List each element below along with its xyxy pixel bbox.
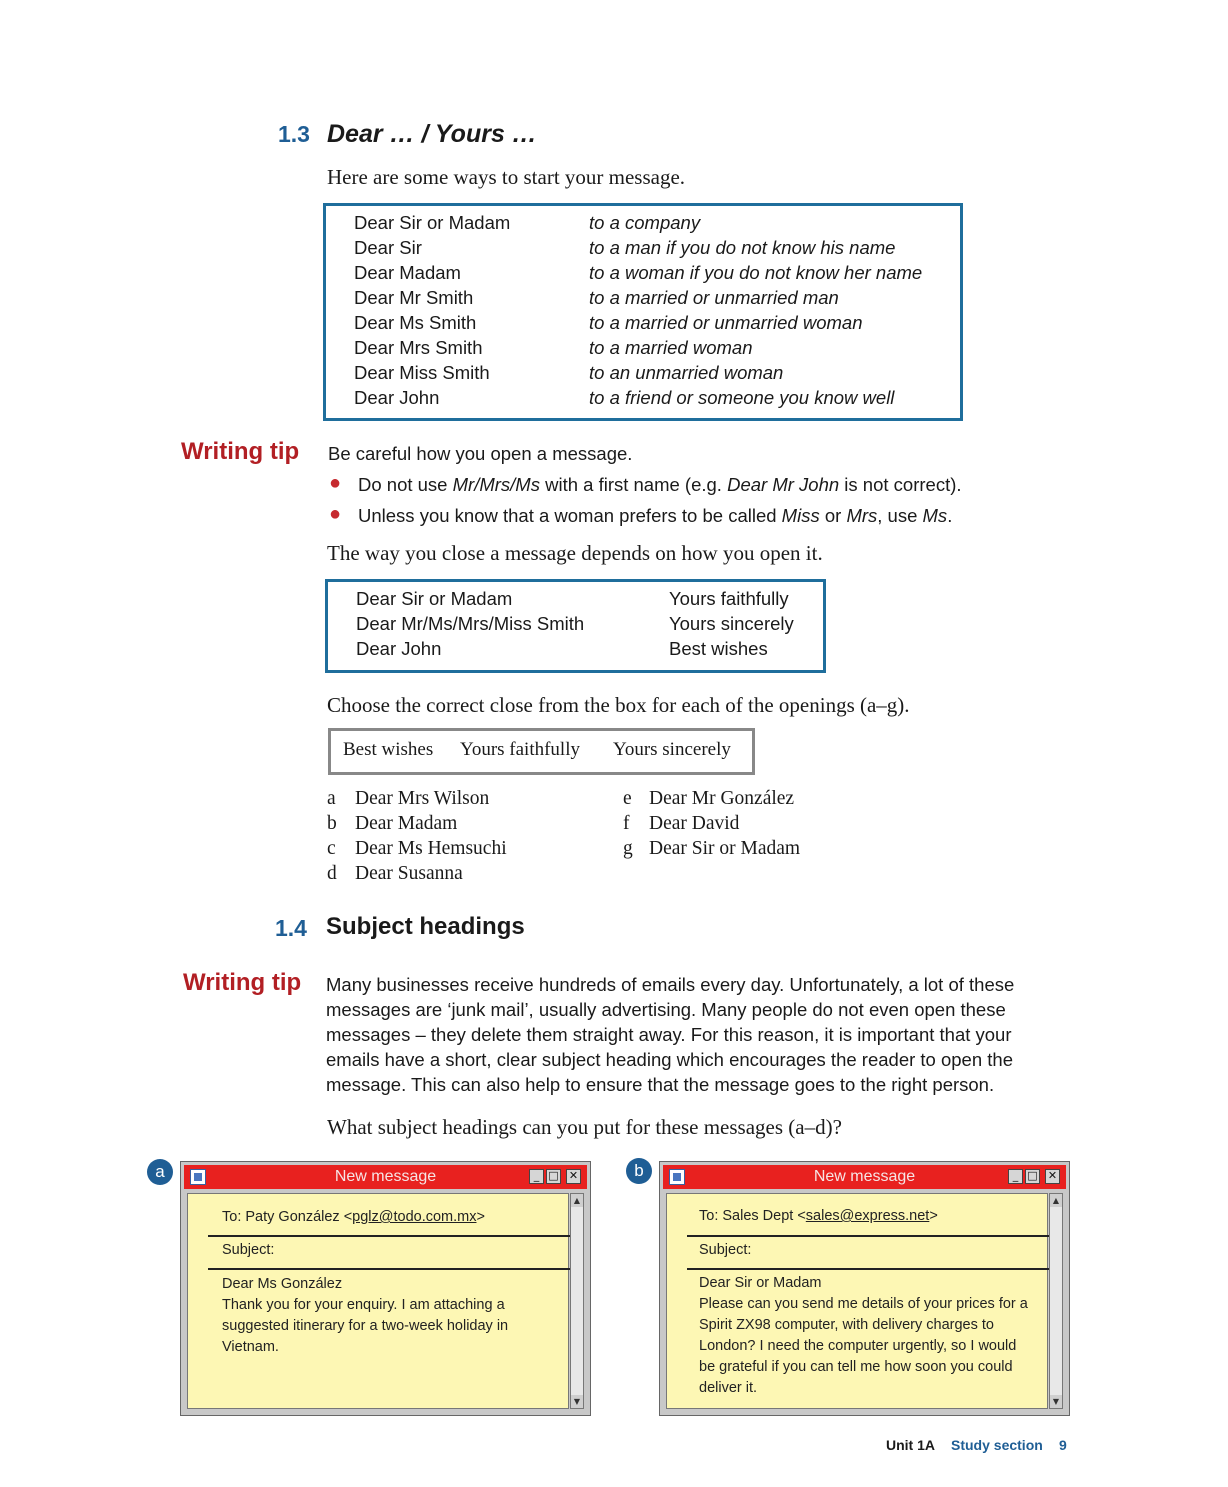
- title-bar[interactable]: [184, 1165, 587, 1189]
- body-line: London? I need the computer urgently, so I would: [699, 1338, 1017, 1354]
- closing-close: Yours sincerely: [669, 613, 794, 634]
- email-window-a[interactable]: [180, 1161, 591, 1416]
- salutation-usage: to a woman if you do not know her name: [589, 262, 923, 283]
- opening-letter: f: [623, 813, 630, 834]
- close-intro: The way you close a message depends on how you open it.: [327, 541, 823, 565]
- closing-opening: Dear Sir or Madam: [356, 588, 513, 609]
- email-window-b[interactable]: [659, 1161, 1070, 1416]
- salutation-usage: to an unmarried woman: [589, 362, 784, 383]
- scroll-up-icon[interactable]: ▲: [1050, 1194, 1062, 1207]
- section-title: Dear … / Yours …: [327, 120, 537, 148]
- tip-line: messages are ‘junk mail’, usually advertising. Many people do not even open these: [326, 999, 1006, 1020]
- to-field[interactable]: To: Sales Dept <sales@express.net>: [699, 1208, 938, 1224]
- salutation-greeting: Dear Ms Smith: [354, 312, 477, 333]
- opening-text: Dear Madam: [355, 813, 458, 834]
- tip-bullet-1: Do not use Mr/Mrs/Ms with a first name (e.g. Dear Mr John is not correct).: [358, 474, 962, 495]
- bullet-icon: ●: [329, 503, 342, 525]
- body-line: be grateful if you can tell me how soon you could: [699, 1359, 1013, 1375]
- window-title: New message: [334, 1168, 437, 1185]
- opening-text: Dear Sir or Madam: [649, 838, 801, 859]
- scrollbar[interactable]: [1049, 1193, 1063, 1409]
- salutation-usage: to a man if you do not know his name: [589, 237, 896, 258]
- opening-letter: c: [327, 838, 336, 859]
- salutation-greeting: Dear Sir: [354, 237, 422, 258]
- opening-letter: e: [623, 788, 632, 809]
- section-number: 1.4: [275, 915, 307, 941]
- close-icon[interactable]: ✕: [566, 1169, 581, 1184]
- opening-text: Dear Ms Hemsuchi: [355, 838, 507, 859]
- message-pane[interactable]: [666, 1193, 1048, 1409]
- salutation-usage: to a married or unmarried man: [589, 287, 839, 308]
- bullet-icon: ●: [329, 472, 342, 494]
- tip-line: emails have a short, clear subject heading which encourages the reader to open the: [326, 1049, 1013, 1070]
- subject-field[interactable]: Subject:: [222, 1242, 275, 1258]
- salutation-usage: to a friend or someone you know well: [589, 387, 895, 408]
- maximize-icon[interactable]: □: [546, 1169, 561, 1184]
- body-line: Please can you send me details of your prices for a: [699, 1296, 1028, 1312]
- writing-tip-label: Writing tip: [181, 438, 300, 465]
- salutations-box: [323, 203, 963, 421]
- salutation-greeting: Dear Sir or Madam: [354, 212, 511, 233]
- body-line: Dear Sir or Madam: [699, 1275, 822, 1291]
- opening-letter: b: [327, 813, 337, 834]
- choice-item: Yours sincerely: [613, 739, 731, 760]
- exercise-instruction: Choose the correct close from the box for each of the openings (a–g).: [327, 693, 910, 717]
- window-label-a: a: [147, 1159, 173, 1185]
- message-pane[interactable]: [187, 1193, 569, 1409]
- tip-line: messages – they delete them straight away. For this reason, it is important that your: [326, 1024, 1012, 1045]
- salutation-usage: to a married or unmarried woman: [589, 312, 863, 333]
- scrollbar[interactable]: [570, 1193, 584, 1409]
- body-line: suggested itinerary for a two-week holiday in: [222, 1318, 509, 1334]
- opening-text: Dear Susanna: [355, 863, 463, 884]
- opening-text: Dear Mrs Wilson: [355, 788, 490, 809]
- close-icon[interactable]: ✕: [1045, 1169, 1060, 1184]
- body-line: Dear Ms González: [222, 1276, 343, 1292]
- salutation-greeting: Dear Madam: [354, 262, 461, 283]
- salutation-usage: to a company: [589, 212, 701, 233]
- window-label-b: b: [626, 1158, 652, 1184]
- scroll-up-icon[interactable]: ▲: [571, 1194, 583, 1207]
- choice-box: [328, 728, 755, 775]
- body-line: deliver it.: [699, 1380, 758, 1396]
- opening-text: Dear David: [649, 813, 740, 834]
- tip-line: Many businesses receive hundreds of emails every day. Unfortunately, a lot of these: [326, 974, 1015, 995]
- salutation-greeting: Dear Mr Smith: [354, 287, 474, 308]
- title-bar[interactable]: [663, 1165, 1066, 1189]
- window-title: New message: [813, 1168, 916, 1185]
- tip-line: message. This can also help to ensure that the message goes to the right person.: [326, 1074, 995, 1095]
- body-line: Thank you for your enquiry. I am attaching a: [222, 1297, 505, 1313]
- minimize-icon[interactable]: _: [529, 1169, 544, 1184]
- body-line: Vietnam.: [222, 1339, 279, 1355]
- divider: [208, 1235, 570, 1237]
- opening-text: Dear Mr González: [649, 788, 795, 809]
- scroll-down-icon[interactable]: ▼: [571, 1395, 583, 1408]
- writing-tip-label: Writing tip: [183, 969, 302, 996]
- opening-letter: a: [327, 788, 336, 809]
- page-number: 9: [1059, 1437, 1067, 1453]
- tip-intro: Be careful how you open a message.: [328, 443, 633, 464]
- minimize-icon[interactable]: _: [1008, 1169, 1023, 1184]
- intro-text: Here are some ways to start your message.: [327, 165, 686, 189]
- section-number: 1.3: [278, 121, 310, 147]
- divider: [208, 1268, 570, 1270]
- salutation-greeting: Dear John: [354, 387, 440, 408]
- section-title: Subject headings: [326, 913, 525, 940]
- maximize-icon[interactable]: □: [1025, 1169, 1040, 1184]
- salutation-greeting: Dear Miss Smith: [354, 362, 490, 383]
- salutation-usage: to a married woman: [589, 337, 753, 358]
- body-line: Spirit ZX98 computer, with delivery charges to: [699, 1317, 994, 1333]
- closing-close: Yours faithfully: [669, 588, 789, 609]
- to-field[interactable]: To: Paty González <pglz@todo.com.mx>: [222, 1209, 485, 1225]
- tip-bullet-2: Unless you know that a woman prefers to be called Miss or Mrs, use Ms.: [358, 505, 953, 526]
- closings-box: [325, 579, 826, 673]
- closing-opening: Dear John: [356, 638, 442, 659]
- opening-letter: g: [623, 838, 633, 859]
- choice-item: Best wishes: [343, 739, 434, 760]
- salutation-greeting: Dear Mrs Smith: [354, 337, 483, 358]
- divider: [687, 1235, 1049, 1237]
- footer-unit: Unit 1A: [886, 1437, 935, 1453]
- subject-question: What subject headings can you put for these messages (a–d)?: [327, 1115, 842, 1139]
- choice-item: Yours faithfully: [460, 739, 580, 760]
- subject-field[interactable]: Subject:: [699, 1242, 752, 1258]
- closing-close: Best wishes: [669, 638, 768, 659]
- divider: [687, 1268, 1049, 1270]
- closing-opening: Dear Mr/Ms/Mrs/Miss Smith: [356, 613, 585, 634]
- footer-section: Study section: [951, 1437, 1043, 1453]
- opening-letter: d: [327, 863, 337, 884]
- scroll-down-icon[interactable]: ▼: [1050, 1395, 1062, 1408]
